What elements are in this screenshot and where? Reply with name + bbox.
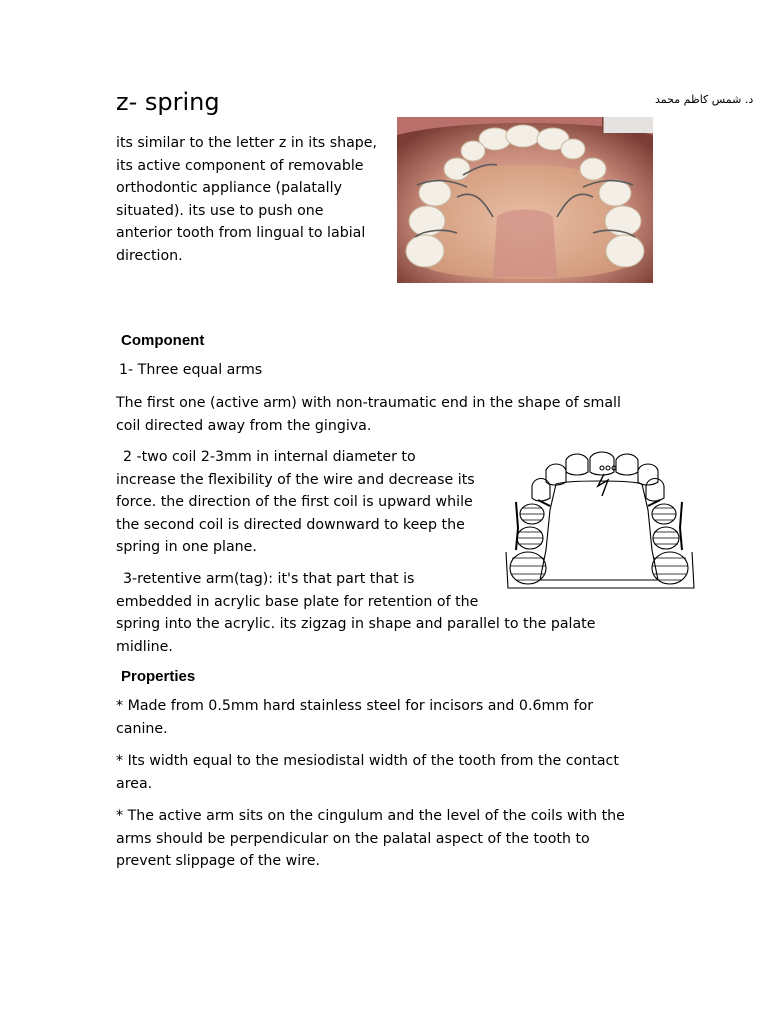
property-3 (116, 805, 656, 873)
text-line: its similar to the letter z in its shape, (116, 135, 378, 151)
text-line: anterior tooth from lingual to labial (116, 225, 366, 241)
text-line: direction. (116, 247, 183, 264)
component-heading: Component (121, 332, 205, 349)
property-1 (116, 695, 656, 740)
text-line: increase the flexibility of the wire and decrease its (116, 471, 475, 488)
text-line: canine. (116, 720, 168, 737)
text-line: * Its width equal to the mesiodistal width of the tooth from the contact (116, 753, 619, 769)
text-line: * Made from 0.5mm hard stainless steel for incisors and 0.6mm for (116, 698, 594, 714)
component-item-1: 1- Three equal arms (119, 362, 263, 378)
properties-heading: Properties (121, 668, 196, 685)
text-line: prevent slippage of the wire. (116, 853, 320, 869)
text-line: the second coil is directed downward to keep the (116, 516, 465, 533)
component-paragraph-2 (116, 446, 496, 559)
text-line: orthodontic appliance (palatally (116, 180, 342, 196)
text-line: * The active arm sits on the cingulum and the level of the coils with the (116, 808, 625, 824)
text-line: arms should be perpendicular on the palatal aspect of the tooth to (116, 830, 590, 847)
page-title: z- spring (116, 88, 220, 116)
text-line: situated). its use to push one (116, 202, 324, 219)
text-line: embedded in acrylic base plate for retention of the (116, 593, 479, 610)
text-line: 3-retentive arm(tag): it's that part that is (123, 571, 415, 587)
text-line: its active component of removable (116, 157, 364, 174)
text-line: The first one (active arm) with non-traumatic end in the shape of small (116, 395, 621, 411)
intro-paragraph (116, 132, 396, 267)
property-2 (116, 750, 656, 795)
component-paragraph-1 (116, 392, 656, 437)
author-name: د. شمس كاظم محمد (655, 93, 754, 106)
text-line: 2 -two coil 2-3mm in internal diameter to (123, 449, 416, 465)
text-line: area. (116, 775, 153, 792)
text-line: force. the direction of the first coil is upward while (116, 494, 473, 510)
component-paragraph-3 (116, 568, 626, 658)
appliance-photo (397, 117, 653, 283)
text-line: spring in one plane. (116, 539, 257, 555)
text-line: midline. (116, 638, 173, 655)
text-line: coil directed away from the gingiva. (116, 417, 372, 434)
text-line: spring into the acrylic. its zigzag in shape and parallel to the palate (116, 616, 596, 632)
